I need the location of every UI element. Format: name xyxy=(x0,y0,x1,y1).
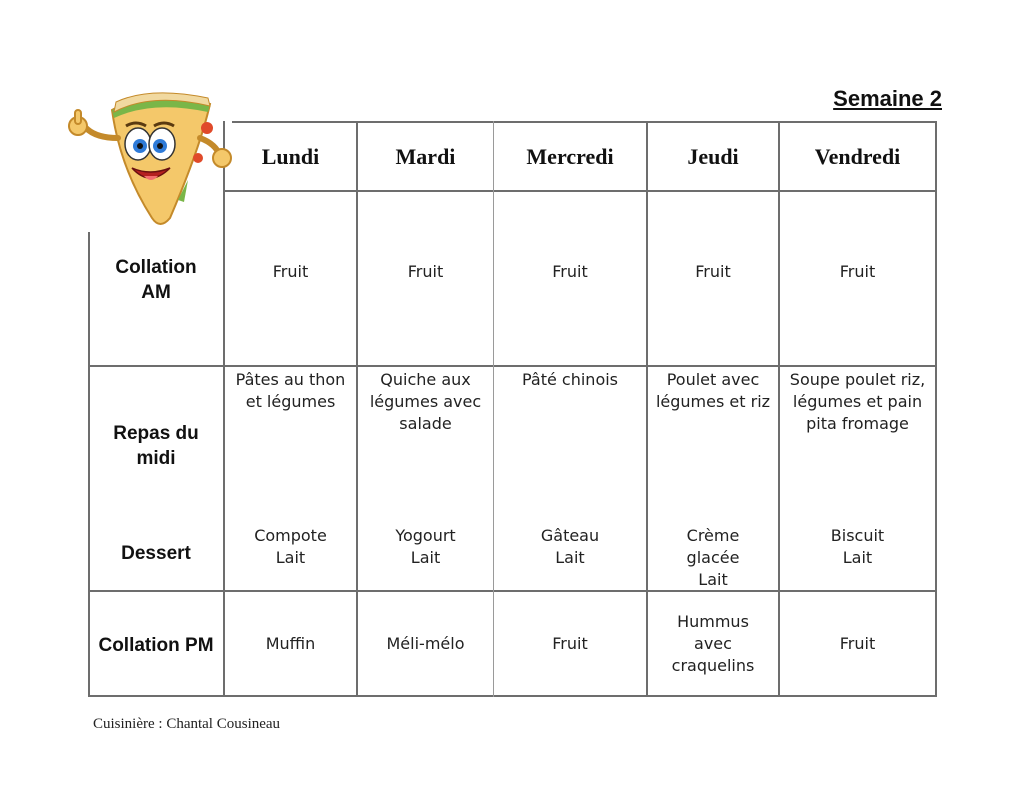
menu-cell-dessert: Compote Lait xyxy=(254,526,327,567)
menu-cell-collation-pm: Fruit xyxy=(552,634,588,653)
table-border-midi xyxy=(88,590,937,592)
day-header: Lundi xyxy=(261,143,320,169)
day-header: Jeudi xyxy=(687,143,739,169)
menu-cell-repas: Pâté chinois xyxy=(521,370,619,389)
menu-cell-collation-pm: Fruit xyxy=(839,634,876,653)
table-border-am xyxy=(88,365,937,367)
table-border-right xyxy=(935,121,937,697)
footer-cook: Cuisinière : Chantal Cousineau xyxy=(93,716,281,732)
menu-cell-repas: Quiche aux légumes avec salade xyxy=(369,370,482,433)
menu-cell-collation-pm: Muffin xyxy=(265,634,316,653)
menu-cell-collation-am: Fruit xyxy=(552,262,588,281)
row-label-repas-midi: Repas du midi xyxy=(113,423,199,469)
menu-cell-dessert: Biscuit Lait xyxy=(830,526,885,567)
table-border-bottom xyxy=(88,695,937,697)
menu-cell-collation-am: Fruit xyxy=(695,262,731,281)
day-header: Mardi xyxy=(395,143,456,169)
menu-cell-dessert: Yogourt Lait xyxy=(395,526,456,567)
menu-cell-collation-am: Fruit xyxy=(839,262,876,281)
day-header: Vendredi xyxy=(814,143,901,169)
row-label-dessert: Dessert xyxy=(121,542,191,564)
row-label-collation-am: Collation AM xyxy=(115,257,197,303)
day-header: Mercredi xyxy=(526,143,614,169)
row-label-collation-pm: Collation PM xyxy=(98,634,214,656)
menu-cell-repas: Pâtes au thon et légumes xyxy=(235,370,346,411)
table-border-left xyxy=(88,232,90,697)
menu-cell-dessert: Gâteau Lait xyxy=(540,526,600,567)
col-divider-4 xyxy=(646,121,648,697)
col-divider-5 xyxy=(778,121,780,697)
week-title: Semaine 2 xyxy=(833,86,942,111)
menu-cell-dessert: Crème glacée Lait xyxy=(686,526,740,589)
col-divider-2 xyxy=(356,121,358,697)
table-border-header xyxy=(224,190,937,192)
sandwich-mascot-icon xyxy=(60,88,236,234)
menu-cell-collation-pm: Méli-mélo xyxy=(386,634,465,653)
menu-cell-collation-am: Fruit xyxy=(407,262,444,281)
menu-cell-repas: Poulet avec légumes et riz xyxy=(655,370,771,411)
menu-cell-collation-pm: Hummus avec craquelins xyxy=(671,612,755,675)
menu-cell-repas: Soupe poulet riz, légumes et pain pita fromage xyxy=(789,370,926,433)
col-divider-3 xyxy=(493,121,494,697)
menu-cell-collation-am: Fruit xyxy=(272,262,309,281)
